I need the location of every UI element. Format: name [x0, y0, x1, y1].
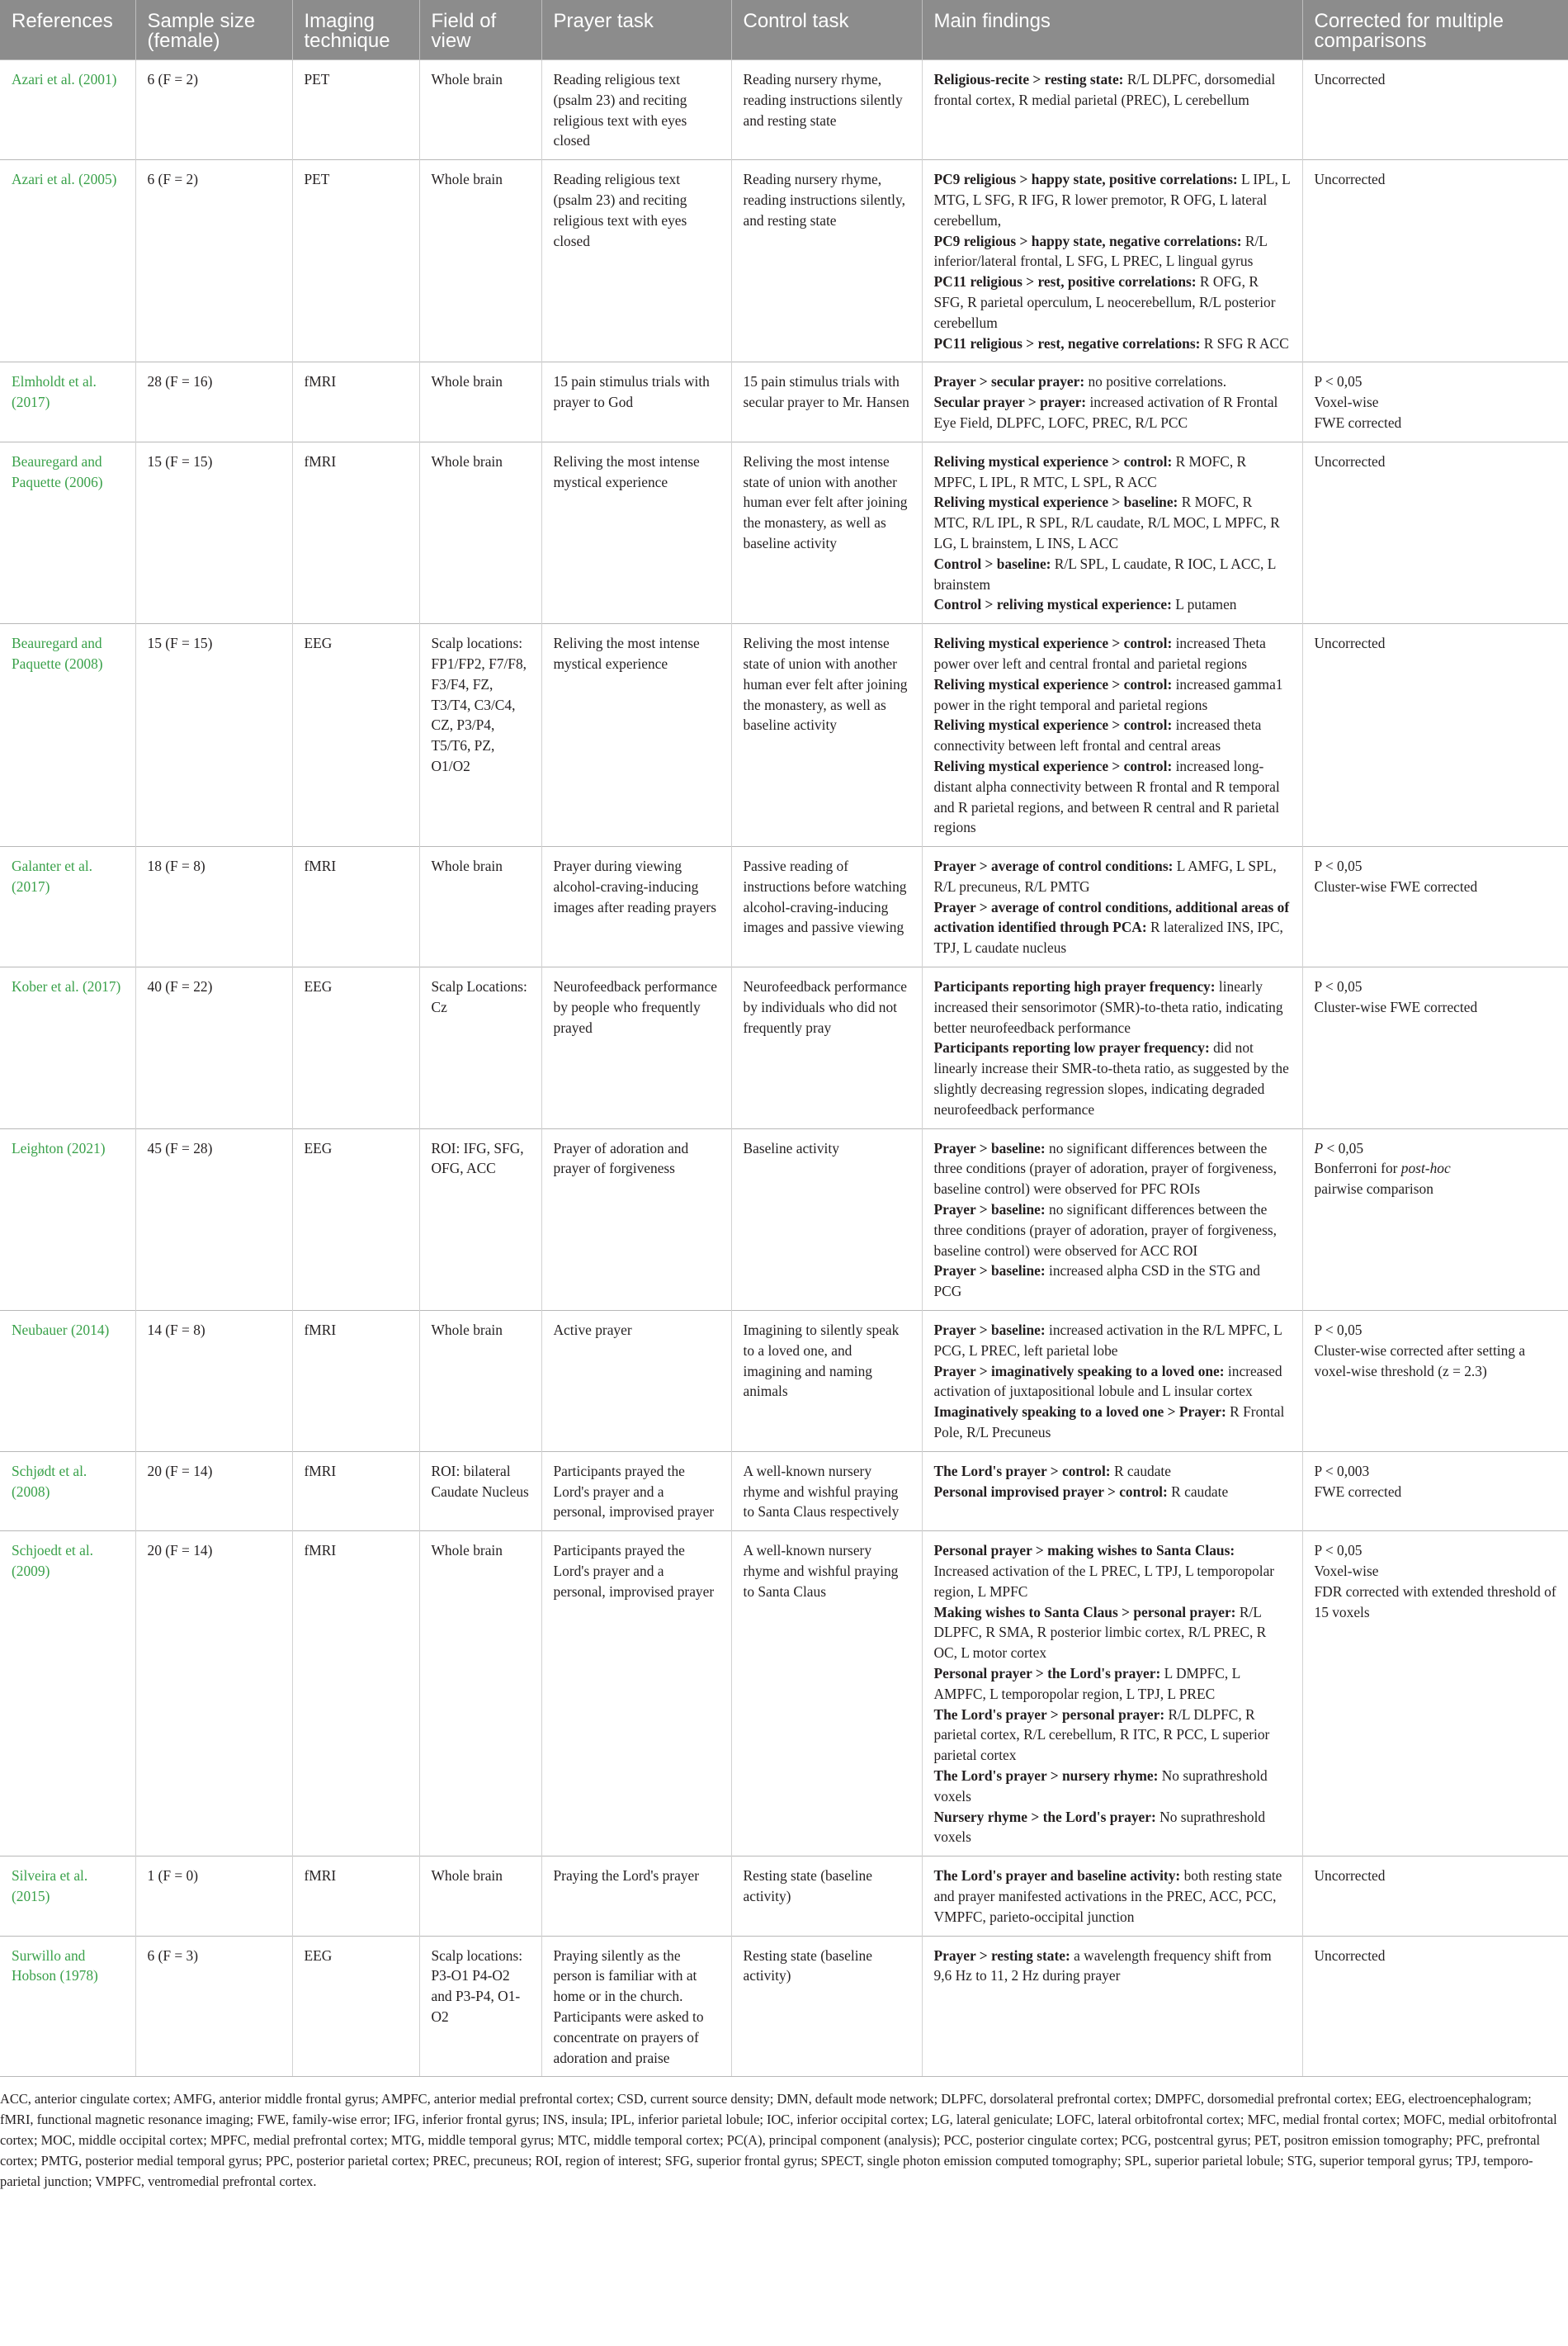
- finding-item: [934, 69, 1291, 111]
- finding-item: [934, 554, 1291, 595]
- header-prayer-task: Prayer task: [541, 0, 731, 60]
- finding-item: [934, 977, 1291, 1038]
- reference-link[interactable]: Silveira et al. (2015): [0, 1856, 135, 1936]
- prayer-task-cell: Reading religious text (psalm 23) and reciting religious text with eyes closed: [541, 160, 731, 362]
- correction-cell: P < 0,05 Cluster-wise FWE corrected: [1302, 847, 1568, 967]
- correction-cell: Uncorrected: [1302, 60, 1568, 160]
- finding-regions: No suprathreshold voxels: [933, 1808, 1266, 1846]
- table-row: [0, 60, 1568, 160]
- finding-item: [934, 1461, 1291, 1482]
- finding-item: [934, 856, 1291, 897]
- imaging-technique-cell: EEG: [292, 967, 419, 1129]
- finding-regions: R/L SPL, L caudate, R IOC, L ACC, L brainstem: [933, 555, 1276, 593]
- main-findings-cell: [922, 847, 1302, 967]
- correction-cell: P < 0,05 Voxel-wise FWE corrected: [1302, 362, 1568, 442]
- table-row: [0, 160, 1568, 362]
- finding-regions: no positive correlations.: [1084, 373, 1227, 390]
- finding-item: [934, 756, 1291, 838]
- finding-item: [934, 1402, 1291, 1443]
- prayer-task-cell: Participants prayed the Lord's prayer and a personal, improvised prayer: [541, 1531, 731, 1856]
- table-row: [0, 362, 1568, 442]
- header-field-of-view: Field of view: [419, 0, 541, 60]
- p-symbol: P: [1314, 1139, 1324, 1156]
- control-task-cell: Resting state (baseline activity): [731, 1936, 922, 2077]
- imaging-technique-cell: fMRI: [292, 847, 419, 967]
- field-of-view-cell: Scalp locations: P3-O1 P4-O2 and P3-P4, O1-O2: [419, 1936, 541, 2077]
- prayer-task-cell: Reliving the most intense mystical experience: [541, 442, 731, 623]
- control-task-cell: Neurofeedback performance by individuals who did not frequently pray: [731, 967, 922, 1129]
- finding-regions: R caudate: [1167, 1483, 1229, 1500]
- finding-contrast: Personal improvised prayer > control:: [933, 1483, 1168, 1500]
- sample-size-cell: 18 (F = 8): [135, 847, 292, 967]
- reference-link[interactable]: Azari et al. (2005): [0, 160, 135, 362]
- main-findings-cell: [922, 160, 1302, 362]
- finding-regions: R MOFC, R MPFC, L IPL, R MTC, L SPL, R ACC: [933, 452, 1247, 490]
- finding-regions: R lateralized INS, IPC, TPJ, L caudate nucleus: [933, 919, 1283, 957]
- reference-link[interactable]: Schjødt et al. (2008): [0, 1451, 135, 1530]
- finding-item: [934, 633, 1291, 674]
- finding-contrast: PC9 religious > happy state, positive correlations:: [933, 171, 1238, 188]
- table-body: [0, 60, 1568, 2077]
- finding-contrast: Prayer > baseline:: [933, 1139, 1046, 1156]
- finding-regions: increased gamma1 power in the right temporal and parietal regions: [933, 675, 1283, 713]
- field-of-view-cell: Scalp Locations: Cz: [419, 967, 541, 1129]
- finding-contrast: Prayer > baseline:: [933, 1201, 1046, 1218]
- finding-regions: increased activation of juxtapositional lobule and L insular cortex: [933, 1362, 1282, 1400]
- finding-contrast: Personal prayer > making wishes to Santa Claus:: [933, 1542, 1235, 1559]
- finding-item: [934, 897, 1291, 958]
- finding-regions: R/L DLPFC, R SMA, R posterior limbic cortex, R/L PREC, R OC, L motor cortex: [933, 1603, 1267, 1662]
- finding-item: [934, 1138, 1291, 1199]
- reference-link[interactable]: Neubauer (2014): [0, 1311, 135, 1452]
- finding-contrast: Control > baseline:: [933, 555, 1051, 572]
- sample-size-cell: 6 (F = 3): [135, 1936, 292, 2077]
- finding-regions: both resting state and prayer manifested activations in the PREC, ACC, PCC, VMPFC, parieto-occipital junction: [933, 1867, 1282, 1925]
- table-row: [0, 1936, 1568, 2077]
- finding-contrast: PC9 religious > happy state, negative correlations:: [933, 232, 1242, 249]
- finding-contrast: Imaginatively speaking to a loved one > Prayer:: [933, 1403, 1226, 1421]
- finding-regions: R caudate: [1110, 1462, 1171, 1479]
- imaging-technique-cell: fMRI: [292, 1856, 419, 1936]
- main-findings-cell: [922, 1856, 1302, 1936]
- header-control-task: Control task: [731, 0, 922, 60]
- finding-item: [934, 715, 1291, 756]
- finding-regions: R Frontal Pole, R/L Precuneus: [933, 1403, 1285, 1441]
- finding-contrast: Reliving mystical experience > control:: [933, 717, 1173, 734]
- sample-size-cell: 6 (F = 2): [135, 60, 292, 160]
- main-findings-cell: [922, 1936, 1302, 2077]
- finding-regions: a wavelength frequency shift from 9,6 Hz to 11, 2 Hz during prayer: [933, 1946, 1272, 1984]
- finding-regions: increased theta connectivity between left frontal and central areas: [933, 717, 1262, 754]
- finding-contrast: Making wishes to Santa Claus > personal prayer:: [933, 1603, 1236, 1620]
- prayer-task-cell: Participants prayed the Lord's prayer and a personal, improvised prayer: [541, 1451, 731, 1530]
- table-row: [0, 624, 1568, 847]
- finding-item: [934, 1705, 1291, 1766]
- finding-item: [934, 392, 1291, 433]
- finding-contrast: Secular prayer > prayer:: [933, 394, 1087, 411]
- prayer-task-cell: 15 pain stimulus trials with prayer to God: [541, 362, 731, 442]
- reference-link[interactable]: Surwillo and Hobson (1978): [0, 1936, 135, 2077]
- finding-item: [934, 371, 1291, 392]
- imaging-technique-cell: PET: [292, 160, 419, 362]
- finding-regions: R/L DLPFC, dorsomedial frontal cortex, R medial parietal (PREC), L cerebellum: [933, 71, 1276, 108]
- control-task-cell: Resting state (baseline activity): [731, 1856, 922, 1936]
- finding-item: [934, 1199, 1291, 1261]
- reference-link[interactable]: Galanter et al. (2017): [0, 847, 135, 967]
- imaging-technique-cell: EEG: [292, 1936, 419, 2077]
- control-task-cell: Baseline activity: [731, 1128, 922, 1310]
- finding-item: [934, 169, 1291, 230]
- prayer-task-cell: Neurofeedback performance by people who frequently prayed: [541, 967, 731, 1129]
- sample-size-cell: 45 (F = 28): [135, 1128, 292, 1310]
- finding-contrast: Reliving mystical experience > control:: [933, 757, 1173, 774]
- field-of-view-cell: Whole brain: [419, 1531, 541, 1856]
- finding-contrast: PC11 religious > rest, negative correlations:: [933, 334, 1201, 352]
- correction-cell: P < 0,003 FWE corrected: [1302, 1451, 1568, 1530]
- finding-contrast: Prayer > resting state:: [933, 1946, 1070, 1964]
- table-row: [0, 1128, 1568, 1310]
- finding-regions: Increased activation of the L PREC, L TPJ, L temporopolar region, L MPFC: [933, 1563, 1275, 1600]
- finding-regions: L AMFG, L SPL, R/L precuneus, R/L PMTG: [933, 858, 1277, 895]
- prayer-task-cell: Reading religious text (psalm 23) and reciting religious text with eyes closed: [541, 60, 731, 160]
- finding-contrast: Reliving mystical experience > control:: [933, 452, 1173, 470]
- finding-contrast: Prayer > imaginatively speaking to a loved one:: [933, 1362, 1225, 1379]
- main-findings-cell: [922, 967, 1302, 1129]
- reference-link[interactable]: Beauregard and Paquette (2008): [0, 624, 135, 847]
- finding-contrast: The Lord's prayer > personal prayer:: [933, 1705, 1165, 1723]
- finding-regions: linearly increased their sensorimotor (SMR)-to-theta ratio, indicating better neurofeedback performance: [933, 978, 1283, 1036]
- finding-item: [934, 492, 1291, 553]
- prayer-task-cell: Prayer during viewing alcohol-craving-inducing images after reading prayers: [541, 847, 731, 967]
- sample-size-cell: 14 (F = 8): [135, 1311, 292, 1452]
- correction-cell: P < 0,05 Voxel-wise FDR corrected with extended threshold of 15 voxels: [1302, 1531, 1568, 1856]
- imaging-technique-cell: EEG: [292, 1128, 419, 1310]
- finding-regions: increased Theta power over left and central frontal and parietal regions: [933, 635, 1266, 672]
- header-corrected: Corrected for multiple comparisons: [1302, 0, 1568, 60]
- correction-cell: P < 0,05 Cluster-wise FWE corrected: [1302, 967, 1568, 1129]
- finding-regions: R MOFC, R MTC, R/L IPL, R SPL, R/L caudate, R/L MOC, L MPFC, R LG, L brainstem, L INS, L ACC: [933, 494, 1280, 551]
- reference-link[interactable]: Azari et al. (2001): [0, 60, 135, 160]
- imaging-technique-cell: fMRI: [292, 1531, 419, 1856]
- imaging-technique-cell: EEG: [292, 624, 419, 847]
- table-row: [0, 847, 1568, 967]
- finding-regions: increased long-distant alpha connectivity between R frontal and R temporal and R parietal regions, and between R central and R parietal regions: [933, 757, 1280, 836]
- correction-cell: Uncorrected: [1302, 160, 1568, 362]
- finding-contrast: Reliving mystical experience > baseline:: [933, 494, 1178, 511]
- reference-link[interactable]: Kober et al. (2017): [0, 967, 135, 1129]
- imaging-technique-cell: PET: [292, 60, 419, 160]
- finding-contrast: PC11 religious > rest, positive correlations:: [933, 273, 1197, 291]
- finding-contrast: Participants reporting high prayer frequency:: [933, 978, 1216, 996]
- sample-size-cell: 28 (F = 16): [135, 362, 292, 442]
- imaging-technique-cell: fMRI: [292, 1451, 419, 1530]
- field-of-view-cell: Whole brain: [419, 1856, 541, 1936]
- main-findings-cell: [922, 624, 1302, 847]
- header-sample-size: Sample size (female): [135, 0, 292, 60]
- finding-contrast: Reliving mystical experience > control:: [933, 675, 1173, 693]
- field-of-view-cell: Scalp locations: FP1/FP2, F7/F8, F3/F4, FZ, T3/T4, C3/C4, CZ, P3/P4, T5/T6, PZ, O1/O2: [419, 624, 541, 847]
- field-of-view-cell: ROI: IFG, SFG, OFG, ACC: [419, 1128, 541, 1310]
- finding-regions: L putamen: [1171, 596, 1237, 613]
- finding-contrast: Prayer > average of control conditions:: [933, 858, 1174, 875]
- prayer-task-cell: Reliving the most intense mystical experience: [541, 624, 731, 847]
- finding-contrast: Prayer > baseline:: [933, 1262, 1046, 1279]
- finding-item: [934, 1482, 1291, 1502]
- sample-size-cell: 15 (F = 15): [135, 624, 292, 847]
- sample-size-cell: 15 (F = 15): [135, 442, 292, 623]
- finding-contrast: Nursery rhyme > the Lord's prayer:: [933, 1808, 1156, 1825]
- main-findings-cell: [922, 442, 1302, 623]
- sample-size-cell: 20 (F = 14): [135, 1451, 292, 1530]
- field-of-view-cell: Whole brain: [419, 1311, 541, 1452]
- finding-contrast: Prayer > baseline:: [933, 1322, 1046, 1339]
- finding-item: [934, 594, 1291, 615]
- prayer-task-cell: Active prayer: [541, 1311, 731, 1452]
- finding-contrast: Religious-recite > resting state:: [933, 71, 1124, 88]
- finding-item: [934, 674, 1291, 716]
- table-row: [0, 1531, 1568, 1856]
- finding-contrast: The Lord's prayer > control:: [933, 1462, 1111, 1479]
- correction-text: < 0,05 Bonferroni for: [1314, 1139, 1398, 1177]
- main-findings-cell: [922, 362, 1302, 442]
- finding-contrast: The Lord's prayer and baseline activity:: [933, 1867, 1181, 1885]
- abbreviations-footnote: ACC, anterior cingulate cortex; AMFG, anterior middle frontal gyrus; AMPFC, anterior medial prefrontal cortex; CSD, current source density; DMN, default mode network; DLPFC, dorsolateral prefrontal cortex; DMPFC, dorsomedial prefrontal cortex; EEG, electroencephalogram; fMRI, functional magnetic resonance imaging; FWE, family-wise error; IFG, inferior frontal gyrus; INS, insula; IPL, inferior parietal lobule; IOC, inferior occipital cortex; LG, lateral geniculate; LOFC, lateral orbitofrontal cortex; MFC, medial frontal cortex; MOFC, medial orbitofrontal cortex; MOC, middle occipital cortex; MPFC, medial prefrontal cortex; MTG, middle temporal gyrus; MTC, middle temporal cortex; PC(A), principal component (analysis); PCC, posterior cingulate cortex; PCG, postcentral gyrus; PET, positron emission tomography; PFC, prefrontal cortex; PMTG, posterior medial temporal gyrus; PPC, posterior parietal cortex; PREC, precuneus; ROI, region of interest; SFG, superior frontal gyrus; SPECT, single photon emission computed tomography; SPL, superior parietal lobule; STG, superior temporal gyrus; TPJ, temporo-parietal junction; VMPFC, ventromedial prefrontal cortex.: [0, 2091, 1557, 2190]
- correction-cell: Uncorrected: [1302, 624, 1568, 847]
- header-row: [0, 0, 1568, 60]
- control-task-cell: Imagining to silently speak to a loved one, and imagining and naming animals: [731, 1311, 922, 1452]
- finding-regions: L IPL, L MTG, L SFG, R IFG, R lower premotor, R OFG, L lateral cerebellum,: [933, 171, 1291, 229]
- finding-item: [934, 1946, 1291, 1987]
- finding-regions: increased activation of R Frontal Eye Field, DLPFC, LOFC, PREC, R/L PCC: [933, 394, 1278, 431]
- finding-contrast: Prayer > average of control conditions, additional areas of activation identified through PCA:: [933, 898, 1290, 936]
- finding-contrast: Control > reliving mystical experience:: [933, 596, 1172, 613]
- correction-cell: Uncorrected: [1302, 1936, 1568, 2077]
- control-task-cell: Reliving the most intense state of union with another human ever felt after joining the monastery, as well as baseline activity: [731, 442, 922, 623]
- finding-regions: No suprathreshold voxels: [933, 1767, 1268, 1804]
- finding-item: [934, 333, 1291, 354]
- table-row: [0, 1451, 1568, 1530]
- control-task-cell: Reliving the most intense state of union with another human ever felt after joining the monastery, as well as baseline activity: [731, 624, 922, 847]
- finding-contrast: The Lord's prayer > nursery rhyme:: [933, 1767, 1159, 1784]
- finding-regions: did not linearly increase their SMR-to-theta ratio, as suggested by the slightly decreasing regression slopes, indicating degraded neurofeedback performance: [933, 1039, 1289, 1118]
- field-of-view-cell: Whole brain: [419, 160, 541, 362]
- sample-size-cell: 20 (F = 14): [135, 1531, 292, 1856]
- control-task-cell: A well-known nursery rhyme and wishful praying to Santa Claus respectively: [731, 1451, 922, 1530]
- finding-item: [934, 1866, 1291, 1927]
- correction-cell: [1302, 1128, 1568, 1310]
- finding-regions: increased activation in the R/L MPFC, L PCG, L PREC, left parietal lobe: [933, 1322, 1282, 1359]
- reference-link[interactable]: Beauregard and Paquette (2006): [0, 442, 135, 623]
- finding-item: [934, 1766, 1291, 1807]
- field-of-view-cell: Whole brain: [419, 847, 541, 967]
- correction-cell: Uncorrected: [1302, 442, 1568, 623]
- finding-regions: no significant differences between the three conditions (prayer of adoration, prayer of forgiveness, baseline control) were observed for PFC ROIs: [933, 1139, 1277, 1198]
- main-findings-cell: [922, 1128, 1302, 1310]
- finding-item: [934, 231, 1291, 272]
- finding-contrast: Personal prayer > the Lord's prayer:: [933, 1664, 1161, 1681]
- reference-link[interactable]: Schjoedt et al. (2009): [0, 1531, 135, 1856]
- imaging-technique-cell: fMRI: [292, 1311, 419, 1452]
- finding-regions: R/L DLPFC, R parietal cortex, R/L cerebellum, R ITC, R PCC, L superior parietal cortex: [933, 1705, 1270, 1764]
- sample-size-cell: 1 (F = 0): [135, 1856, 292, 1936]
- correction-cell: P < 0,05 Cluster-wise corrected after setting a voxel-wise threshold (z = 2.3): [1302, 1311, 1568, 1452]
- finding-item: [934, 1663, 1291, 1705]
- finding-regions: L DMPFC, L AMPFC, L temporopolar region, L TPJ, L PREC: [933, 1664, 1240, 1702]
- finding-regions: no significant differences between the three conditions (prayer of adoration, prayer of forgiveness, baseline control) were observed for ACC ROI: [933, 1201, 1277, 1259]
- imaging-technique-cell: fMRI: [292, 362, 419, 442]
- correction-italic: post-hoc: [1400, 1160, 1451, 1177]
- prayer-task-cell: Praying the Lord's prayer: [541, 1856, 731, 1936]
- control-task-cell: Reading nursery rhyme, reading instructions silently, and resting state: [731, 160, 922, 362]
- finding-item: [934, 1038, 1291, 1119]
- main-findings-cell: [922, 1451, 1302, 1530]
- finding-regions: R OFG, R SFG, R parietal operculum, L neocerebellum, R/L posterior cerebellum: [933, 273, 1276, 331]
- imaging-technique-cell: fMRI: [292, 442, 419, 623]
- finding-item: [934, 1320, 1291, 1361]
- sample-size-cell: 40 (F = 22): [135, 967, 292, 1129]
- finding-contrast: Reliving mystical experience > control:: [933, 635, 1173, 652]
- main-findings-cell: [922, 1311, 1302, 1452]
- reference-link[interactable]: Leighton (2021): [0, 1128, 135, 1310]
- correction-text-end: pairwise comparison: [1314, 1180, 1433, 1198]
- finding-contrast: Participants reporting low prayer frequency:: [933, 1039, 1210, 1057]
- finding-regions: R SFG R ACC: [1200, 334, 1289, 352]
- correction-cell: Uncorrected: [1302, 1856, 1568, 1936]
- table-row: [0, 1856, 1568, 1936]
- finding-item: [934, 1361, 1291, 1402]
- table-row: [0, 967, 1568, 1129]
- finding-item: [934, 1540, 1291, 1601]
- finding-item: [934, 1261, 1291, 1302]
- reference-link[interactable]: Elmholdt et al. (2017): [0, 362, 135, 442]
- table-row: [0, 442, 1568, 623]
- header-main-findings: Main findings: [922, 0, 1302, 60]
- control-task-cell: Passive reading of instructions before watching alcohol-craving-inducing images and passive viewing: [731, 847, 922, 967]
- finding-regions: increased alpha CSD in the STG and PCG: [933, 1262, 1260, 1300]
- control-task-cell: A well-known nursery rhyme and wishful praying to Santa Claus: [731, 1531, 922, 1856]
- main-findings-cell: [922, 60, 1302, 160]
- header-references: References: [0, 0, 135, 60]
- finding-item: [934, 452, 1291, 493]
- sample-size-cell: 6 (F = 2): [135, 160, 292, 362]
- prayer-task-cell: Prayer of adoration and prayer of forgiveness: [541, 1128, 731, 1310]
- main-findings-cell: [922, 1531, 1302, 1856]
- finding-item: [934, 1807, 1291, 1848]
- field-of-view-cell: Whole brain: [419, 60, 541, 160]
- field-of-view-cell: ROI: bilateral Caudate Nucleus: [419, 1451, 541, 1530]
- control-task-cell: 15 pain stimulus trials with secular prayer to Mr. Hansen: [731, 362, 922, 442]
- control-task-cell: Reading nursery rhyme, reading instructions silently and resting state: [731, 60, 922, 160]
- field-of-view-cell: Whole brain: [419, 442, 541, 623]
- finding-contrast: Prayer > secular prayer:: [933, 373, 1085, 390]
- prayer-task-cell: Praying silently as the person is familiar with at home or in the church. Participants were asked to concentrate on prayers of adoration and praise: [541, 1936, 731, 2077]
- finding-regions: R/L inferior/lateral frontal, L SFG, L PREC, L lingual gyrus: [933, 232, 1268, 270]
- header-imaging-technique: Imaging technique: [292, 0, 419, 60]
- field-of-view-cell: Whole brain: [419, 362, 541, 442]
- table-row: [0, 1311, 1568, 1452]
- finding-item: [934, 272, 1291, 333]
- finding-item: [934, 1602, 1291, 1663]
